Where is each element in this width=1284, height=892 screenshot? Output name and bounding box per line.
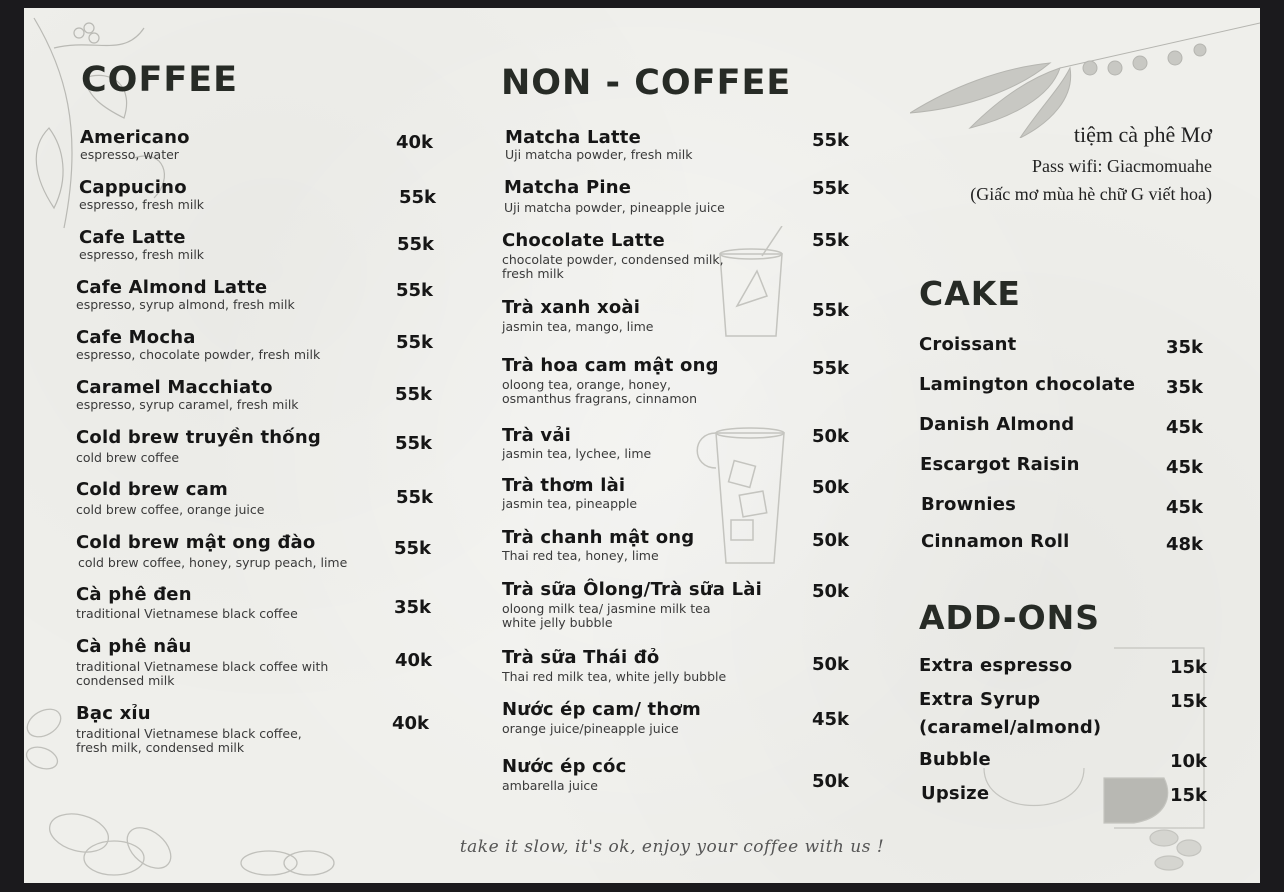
menu-item: Trà xanh xoài jasmin tea, mango, lime 55k xyxy=(502,297,850,334)
menu-item: Matcha Pine Uji matcha powder, pineapple juice 55k xyxy=(504,177,850,215)
item-price: 55k xyxy=(812,130,850,151)
menu-item: Trà sữa Thái đỏ Thai red milk tea, white jelly bubble 50k xyxy=(502,647,850,684)
menu-item: Cà phê nâu traditional Vietnamese black coffee with condensed milk 40k xyxy=(76,636,433,688)
menu-item: Trà thơm lài jasmin tea, pineapple 50k xyxy=(502,475,850,511)
wifi-password: Pass wifi: Giacmomuahe xyxy=(1032,156,1212,176)
item-price: 55k xyxy=(396,487,434,508)
item-price: 15k xyxy=(1170,785,1208,806)
item-price: 35k xyxy=(1166,337,1204,358)
menu-item: Cinnamon Roll 48k xyxy=(921,531,1204,555)
menu-item: Extra espresso 15k xyxy=(919,655,1208,678)
coffee-leaf-branch-illustration-icon xyxy=(910,18,1260,138)
item-price: 10k xyxy=(1170,751,1208,772)
menu-item: Upsize 15k xyxy=(921,783,1208,806)
menu-item: Chocolate Latte chocolate powder, condensed milk, fresh milk 55k xyxy=(502,230,850,281)
menu-item: Cafe Mocha espresso, chocolate powder, fresh milk 55k xyxy=(76,327,434,362)
item-price: 50k xyxy=(812,771,850,792)
menu-item: Nước ép cam/ thơm orange juice/pineapple juice 45k xyxy=(502,699,850,736)
item-price: 55k xyxy=(396,332,434,353)
item-price: 55k xyxy=(399,187,437,208)
menu-item: Nước ép cóc ambarella juice 50k xyxy=(502,756,850,793)
item-price: 55k xyxy=(812,300,850,321)
menu-item: Croissant 35k xyxy=(919,334,1204,358)
item-price: 55k xyxy=(395,433,433,454)
menu-item: Cà phê đen traditional Vietnamese black coffee 35k xyxy=(76,584,432,621)
menu-item: Cafe Almond Latte espresso, syrup almond, fresh milk 55k xyxy=(76,277,434,312)
item-price: 50k xyxy=(812,477,850,498)
menu-item: Trà hoa cam mật ong oloong tea, orange, honey, osmanthus fragrans, cinnamon 55k xyxy=(502,355,850,406)
item-price: 55k xyxy=(812,178,850,199)
item-price: 35k xyxy=(1166,377,1204,398)
menu-item: Americano espresso, water 40k xyxy=(80,127,434,162)
item-price: 55k xyxy=(395,384,433,405)
item-price: 45k xyxy=(1166,417,1204,438)
shop-name: tiệm cà phê Mơ xyxy=(1073,122,1212,147)
item-price: 35k xyxy=(394,597,432,618)
wifi-hint: (Giấc mơ mùa hè chữ G viết hoa) xyxy=(970,184,1212,204)
item-price: 55k xyxy=(394,538,432,559)
coffee-section-title: COFFEE xyxy=(81,60,239,100)
menu-item: Cold brew truyền thống cold brew coffee 55k xyxy=(76,427,433,465)
item-price: 45k xyxy=(1166,457,1204,478)
menu-item: Brownies 45k xyxy=(921,494,1204,518)
item-price: 40k xyxy=(396,132,434,153)
item-price: 55k xyxy=(812,230,850,251)
cake-section-title: CAKE xyxy=(919,274,1021,313)
menu-page xyxy=(24,8,1260,883)
item-price: 55k xyxy=(397,234,435,255)
item-price: 50k xyxy=(812,654,850,675)
menu-item: Trà sữa Ôlong/Trà sữa Lài oloong milk tea/ jasmine milk tea white jelly bubble 50k xyxy=(502,579,850,630)
menu-item: Bạc xỉu traditional Vietnamese black coffee, fresh milk, condensed milk 40k xyxy=(76,703,430,755)
item-price: 40k xyxy=(395,650,433,671)
menu-item: Danish Almond 45k xyxy=(919,414,1204,438)
menu-item: Trà chanh mật ong Thai red tea, honey, lime 50k xyxy=(502,527,850,563)
item-price: 50k xyxy=(812,426,850,447)
item-price: 55k xyxy=(396,280,434,301)
item-price: 15k xyxy=(1170,657,1208,678)
menu-item: Cold brew cam cold brew coffee, orange juice 55k xyxy=(76,479,434,517)
non-coffee-section-title: NON - COFFEE xyxy=(501,63,792,103)
item-price: 50k xyxy=(812,581,850,602)
item-price: 55k xyxy=(812,358,850,379)
menu-item: Caramel Macchiato espresso, syrup caramel, fresh milk 55k xyxy=(76,377,433,412)
menu-item: Cappucino espresso, fresh milk 55k xyxy=(79,177,437,212)
menu-item: Extra Syrup (caramel/almond) 15k xyxy=(919,689,1208,738)
item-price: 50k xyxy=(812,530,850,551)
menu-item: Escargot Raisin 45k xyxy=(920,454,1204,478)
menu-item: Cold brew mật ong đào cold brew coffee, honey, syrup peach, lime 55k xyxy=(76,532,432,570)
item-price: 48k xyxy=(1166,534,1204,555)
item-price: 45k xyxy=(812,709,850,730)
menu-item: Bubble 10k xyxy=(919,749,1208,772)
menu-item: Matcha Latte Uji matcha powder, fresh milk 55k xyxy=(505,127,850,162)
tagline: take it slow, it's ok, enjoy your coffee with us ! xyxy=(459,837,885,857)
item-price: 40k xyxy=(392,713,430,734)
item-price: 15k xyxy=(1170,691,1208,712)
addons-section-title: ADD-ONS xyxy=(919,598,1101,637)
menu-item: Cafe Latte espresso, fresh milk 55k xyxy=(79,227,435,262)
menu-item: Trà vải jasmin tea, lychee, lime 50k xyxy=(502,425,850,461)
item-price: 45k xyxy=(1166,497,1204,518)
menu-item: Lamington chocolate 35k xyxy=(919,374,1204,398)
